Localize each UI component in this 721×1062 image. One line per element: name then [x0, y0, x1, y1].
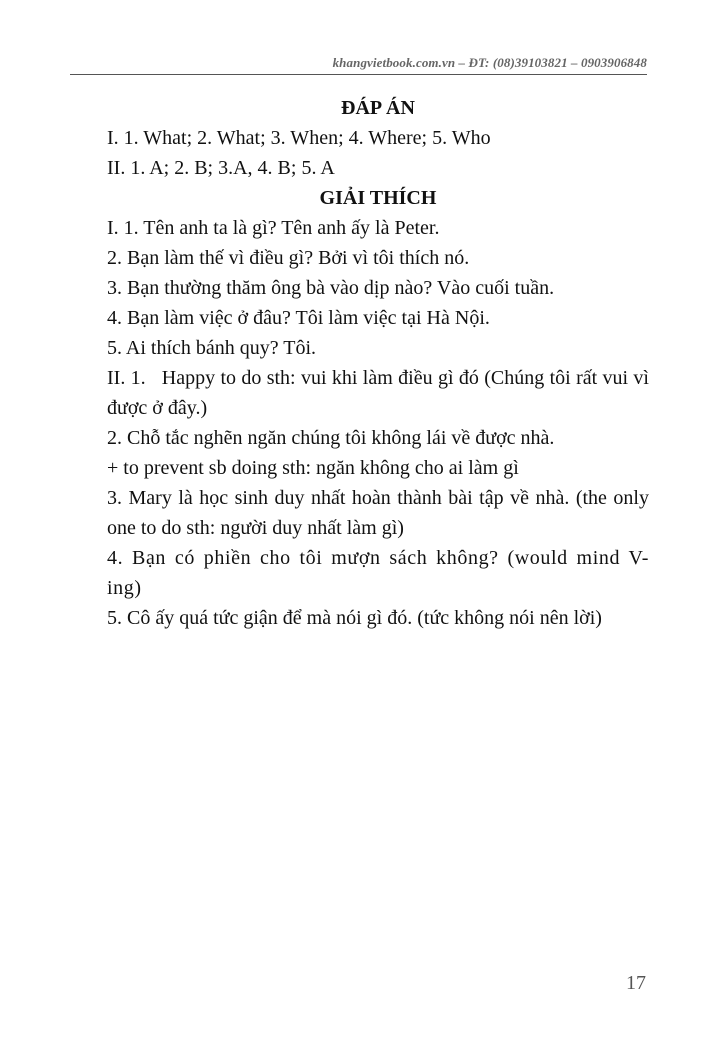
answers-heading: ĐÁP ÁN — [341, 97, 415, 119]
explanation-line: 2. Bạn làm thế vì điều gì? Bởi vì tôi thích nó. — [107, 247, 470, 269]
explanation-line: II. 1. Happy to do sth: vui khi làm điều gì đó (Chúng tôi rất vui vì được ở đây.) — [107, 367, 654, 419]
answer-line: I. 1. What; 2. What; 3. When; 4. Where; 5. Who — [107, 127, 491, 149]
answer-line: II. 1. A; 2. B; 3.A, 4. B; 5. A — [107, 157, 335, 179]
explanation-line: 3. Mary là học sinh duy nhất hoàn thành bài tập về nhà. (the only one to do sth: người duy nhất làm gì) — [107, 487, 649, 539]
explanation-line: + to prevent sb doing sth: ngăn không cho ai làm gì — [107, 457, 519, 479]
header-divider — [70, 74, 647, 75]
page-number: 17 — [626, 972, 646, 994]
explanation-line: 5. Ai thích bánh quy? Tôi. — [107, 337, 317, 359]
explanation-line: 2. Chỗ tắc nghẽn ngăn chúng tôi không lái về được nhà. — [107, 427, 555, 449]
explanation-line: 5. Cô ấy quá tức giận để mà nói gì đó. (tức không nói nên lời) — [107, 607, 602, 629]
explanation-line: 4. Bạn có phiền cho tôi mượn sách không? (would mind V-ing) — [107, 547, 649, 599]
explanation-line: I. 1. Tên anh ta là gì? Tên anh ấy là Peter. — [107, 217, 440, 239]
running-header: khangvietbook.com.vn – ĐT: (08)39103821 – 0903906848 — [332, 55, 647, 70]
explanation-line: 3. Bạn thường thăm ông bà vào dịp nào? Vào cuối tuần. — [107, 277, 555, 299]
explanation-line: 4. Bạn làm việc ở đâu? Tôi làm việc tại Hà Nội. — [107, 307, 490, 329]
explanation-heading: GIẢI THÍCH — [319, 187, 437, 209]
page-body — [107, 93, 654, 633]
